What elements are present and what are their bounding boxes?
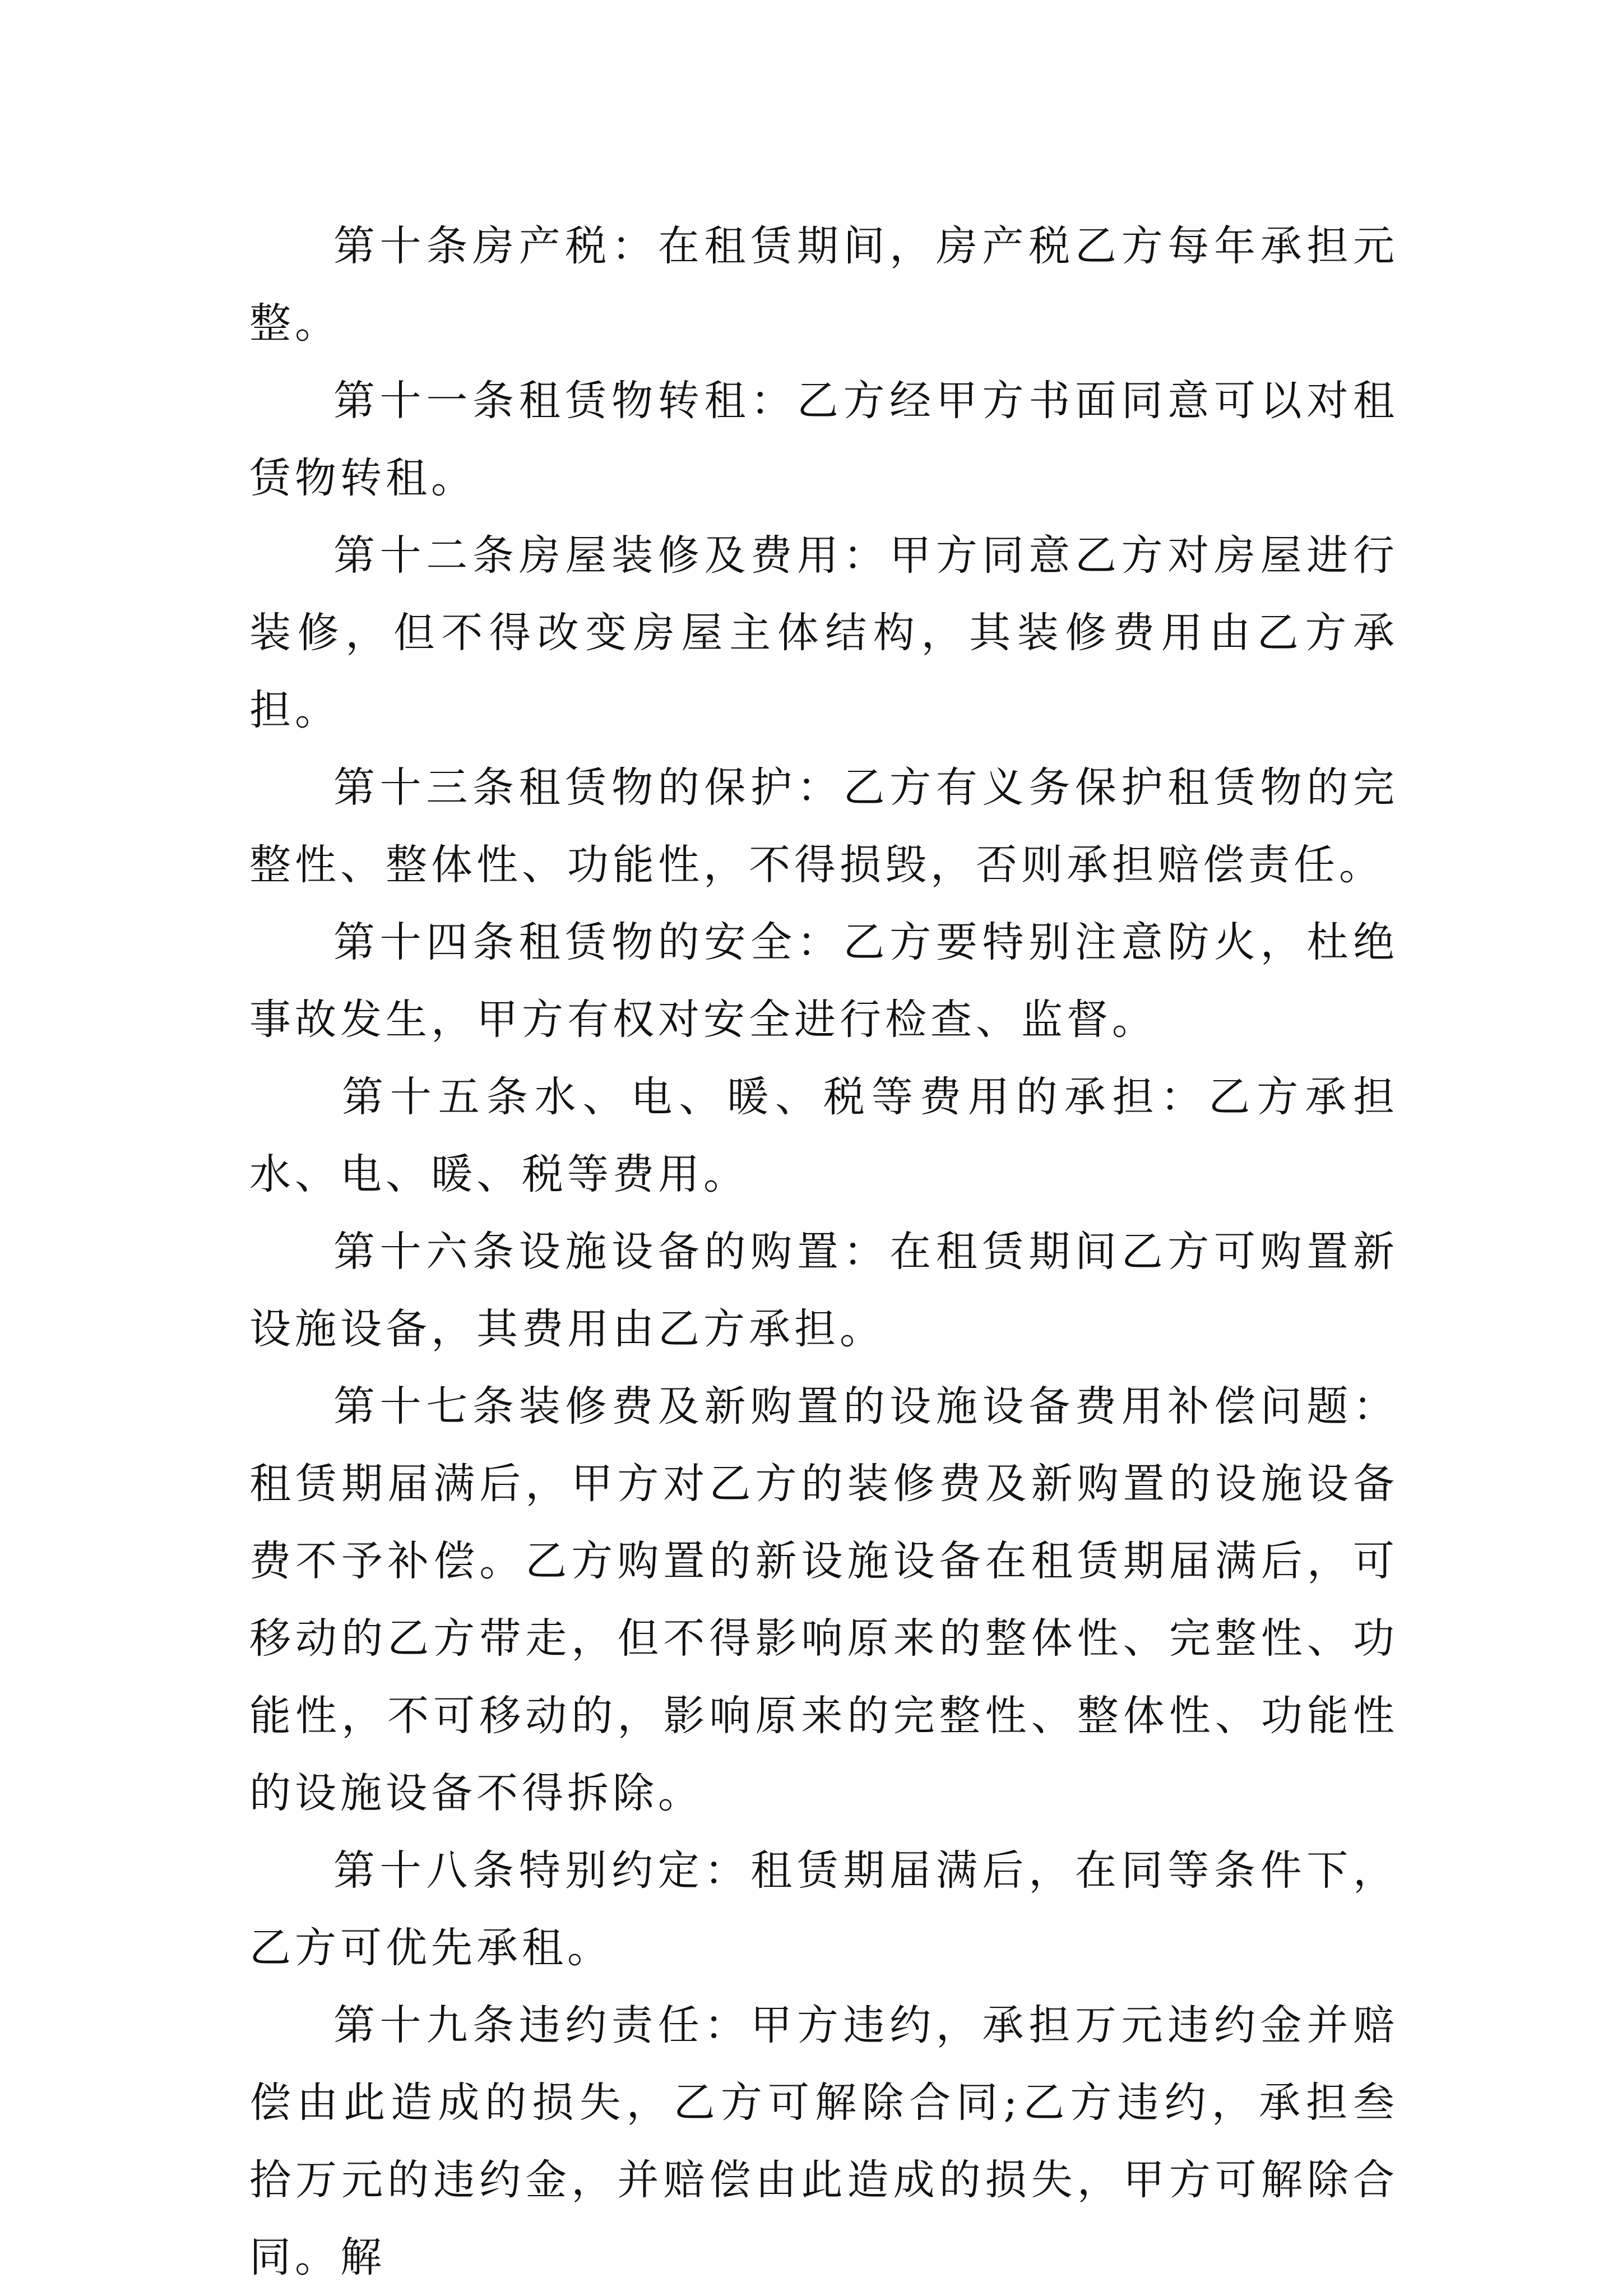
clause-15-utilities: 第十五条水、电、暖、税等费用的承担：乙方承担水、电、暖、税等费用。: [249, 1073, 1398, 1198]
clause-16-equipment: 第十六条设施设备的购置：在租赁期间乙方可购置新设施设备，其费用由乙方承担。: [249, 1228, 1398, 1353]
clause-11-sublease: 第十一条租赁物转租：乙方经甲方书面同意可以对租赁物转租。: [249, 377, 1398, 502]
clause-13-protection: 第十三条租赁物的保护：乙方有义务保护租赁物的完整性、整体性、功能性，不得损毁，否则承担赔偿责任。: [249, 763, 1398, 889]
clause-19-liability: 第十九条违约责任：甲方违约，承担万元违约金并赔偿由此造成的损失，乙方可解除合同;乙方违约，承担叁拾万元的违约金，并赔偿由此造成的损失，甲方可解除合同。解: [249, 2001, 1398, 2281]
clause-14-safety: 第十四条租赁物的安全：乙方要特别注意防火，杜绝事故发生，甲方有权对安全进行检查、监督。: [249, 918, 1398, 1044]
clause-12-renovation: 第十二条房屋装修及费用：甲方同意乙方对房屋进行装修，但不得改变房屋主体结构，其装修费用由乙方承担。: [249, 531, 1398, 734]
clause-10-property-tax: 第十条房产税：在租赁期间，房产税乙方每年承担元整。: [249, 222, 1398, 348]
contract-body: [249, 207, 1398, 2296]
clause-18-special-agreement: 第十八条特别约定：租赁期届满后，在同等条件下，乙方可优先承租。: [249, 1846, 1398, 1972]
clause-17-compensation: 第十七条装修费及新购置的设施设备费用补偿问题：租赁期届满后，甲方对乙方的装修费及新购置的设施设备费不予补偿。乙方购置的新设施设备在租赁期届满后，可移动的乙方带走，但不得影响原来的整体性、完整性、功能性，不可移动的，影响原来的完整性、整体性、功能性的设施设备不得拆除。: [249, 1382, 1398, 1817]
